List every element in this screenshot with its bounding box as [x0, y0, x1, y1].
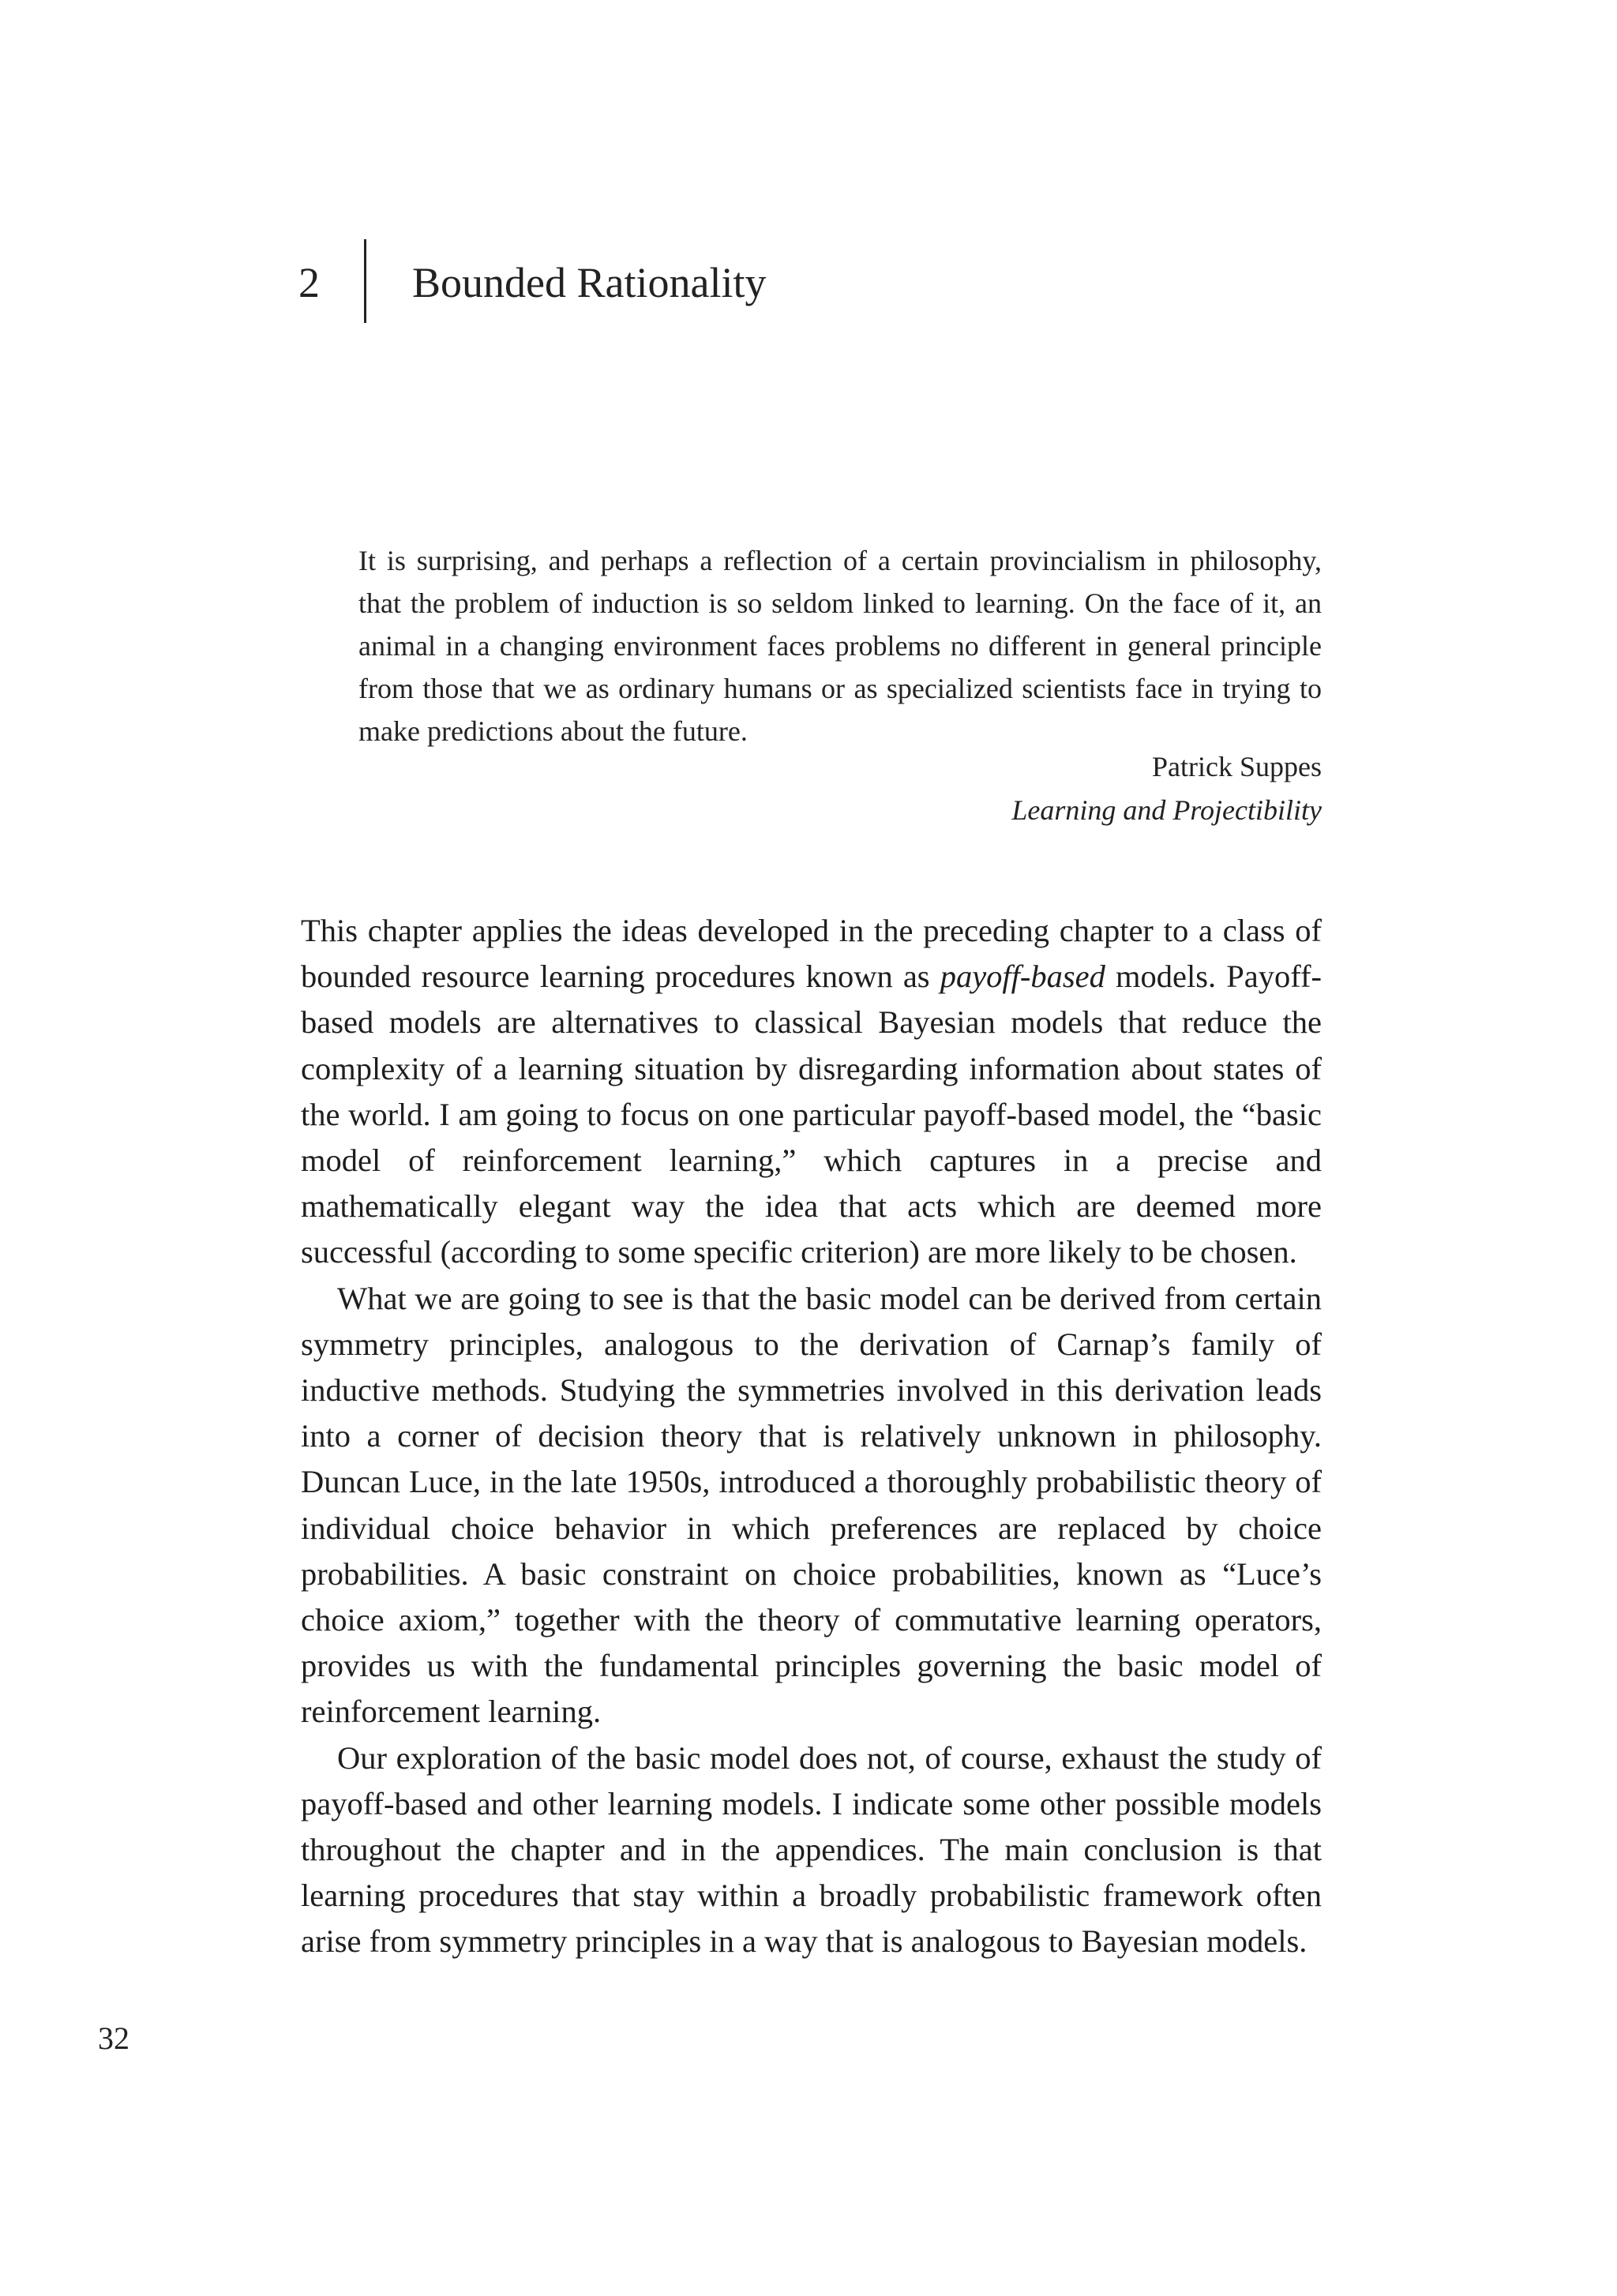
epigraph-work-title: Learning and Projectibility: [1011, 794, 1322, 826]
chapter-divider: [364, 239, 366, 323]
p1-text-start: This chapter applies the ideas developed in the preceding chapter to a class of bounded resource learning procedures known as: [301, 913, 1322, 995]
chapter-title: Bounded Rationality: [412, 259, 767, 306]
epigraph-author: Patrick Suppes: [1152, 751, 1322, 782]
body-paragraph-1: [301, 908, 1322, 1276]
epigraph-text: It is surprising, and perhaps a reflection of a certain provincialism in philosophy, that the problem of induction is so seldom linked to learning. On the face of it, an animal in a changing environment faces problems no different in general principle from those that we as ordinary humans or as specialized scientists face in trying to make predictions about the future.: [358, 545, 1322, 747]
p1-emphasis: payoff-based: [940, 959, 1105, 995]
body-paragraph-3: Our exploration of the basic model does not, of course, exhaust the study of payoff-based and other learning models. I indicate some other possible models throughout the chapter and in the appendices. The main conclusion is that learning procedures that stay within a broadly probabilistic framework often arise from symmetry principles in a way that is analogous to Bayesian models.: [301, 1739, 1322, 1960]
p1-text-end: models. Payoff-based models are alternatives to classical Bayesian models that reduce the complexity of a learning situation by disregarding information about states of the world. I am going to focus on one particular payoff-based model, the “basic model of reinforcement learning,” which captures in a precise and mathematically elegant way the idea that acts which are deemed more successful (according to some specific criterion) are more likely to be chosen.: [301, 959, 1322, 1270]
page-number: 32: [98, 2020, 129, 2056]
chapter-number: 2: [298, 259, 320, 306]
body-paragraph-2: What we are going to see is that the basic model can be derived from certain symmetry principles, analogous to the derivation of Carnap’s family of inductive methods. Studying the symmetries involved in this derivation leads into a corner of decision theory that is relatively unknown in philosophy. Duncan Luce, in the late 1950s, introduced a thoroughly probabilistic theory of individual choice behavior in which preferences are replaced by choice probabilities. A basic constraint on choice probabilities, known as “Luce’s choice axiom,” together with the theory of commutative learning operators, provides us with the fundamental principles governing the basic model of reinforcement learning.: [301, 1280, 1322, 1730]
epigraph-attribution: [358, 745, 1322, 832]
epigraph-quote: [358, 539, 1322, 752]
chapter-body: [301, 908, 1322, 1965]
